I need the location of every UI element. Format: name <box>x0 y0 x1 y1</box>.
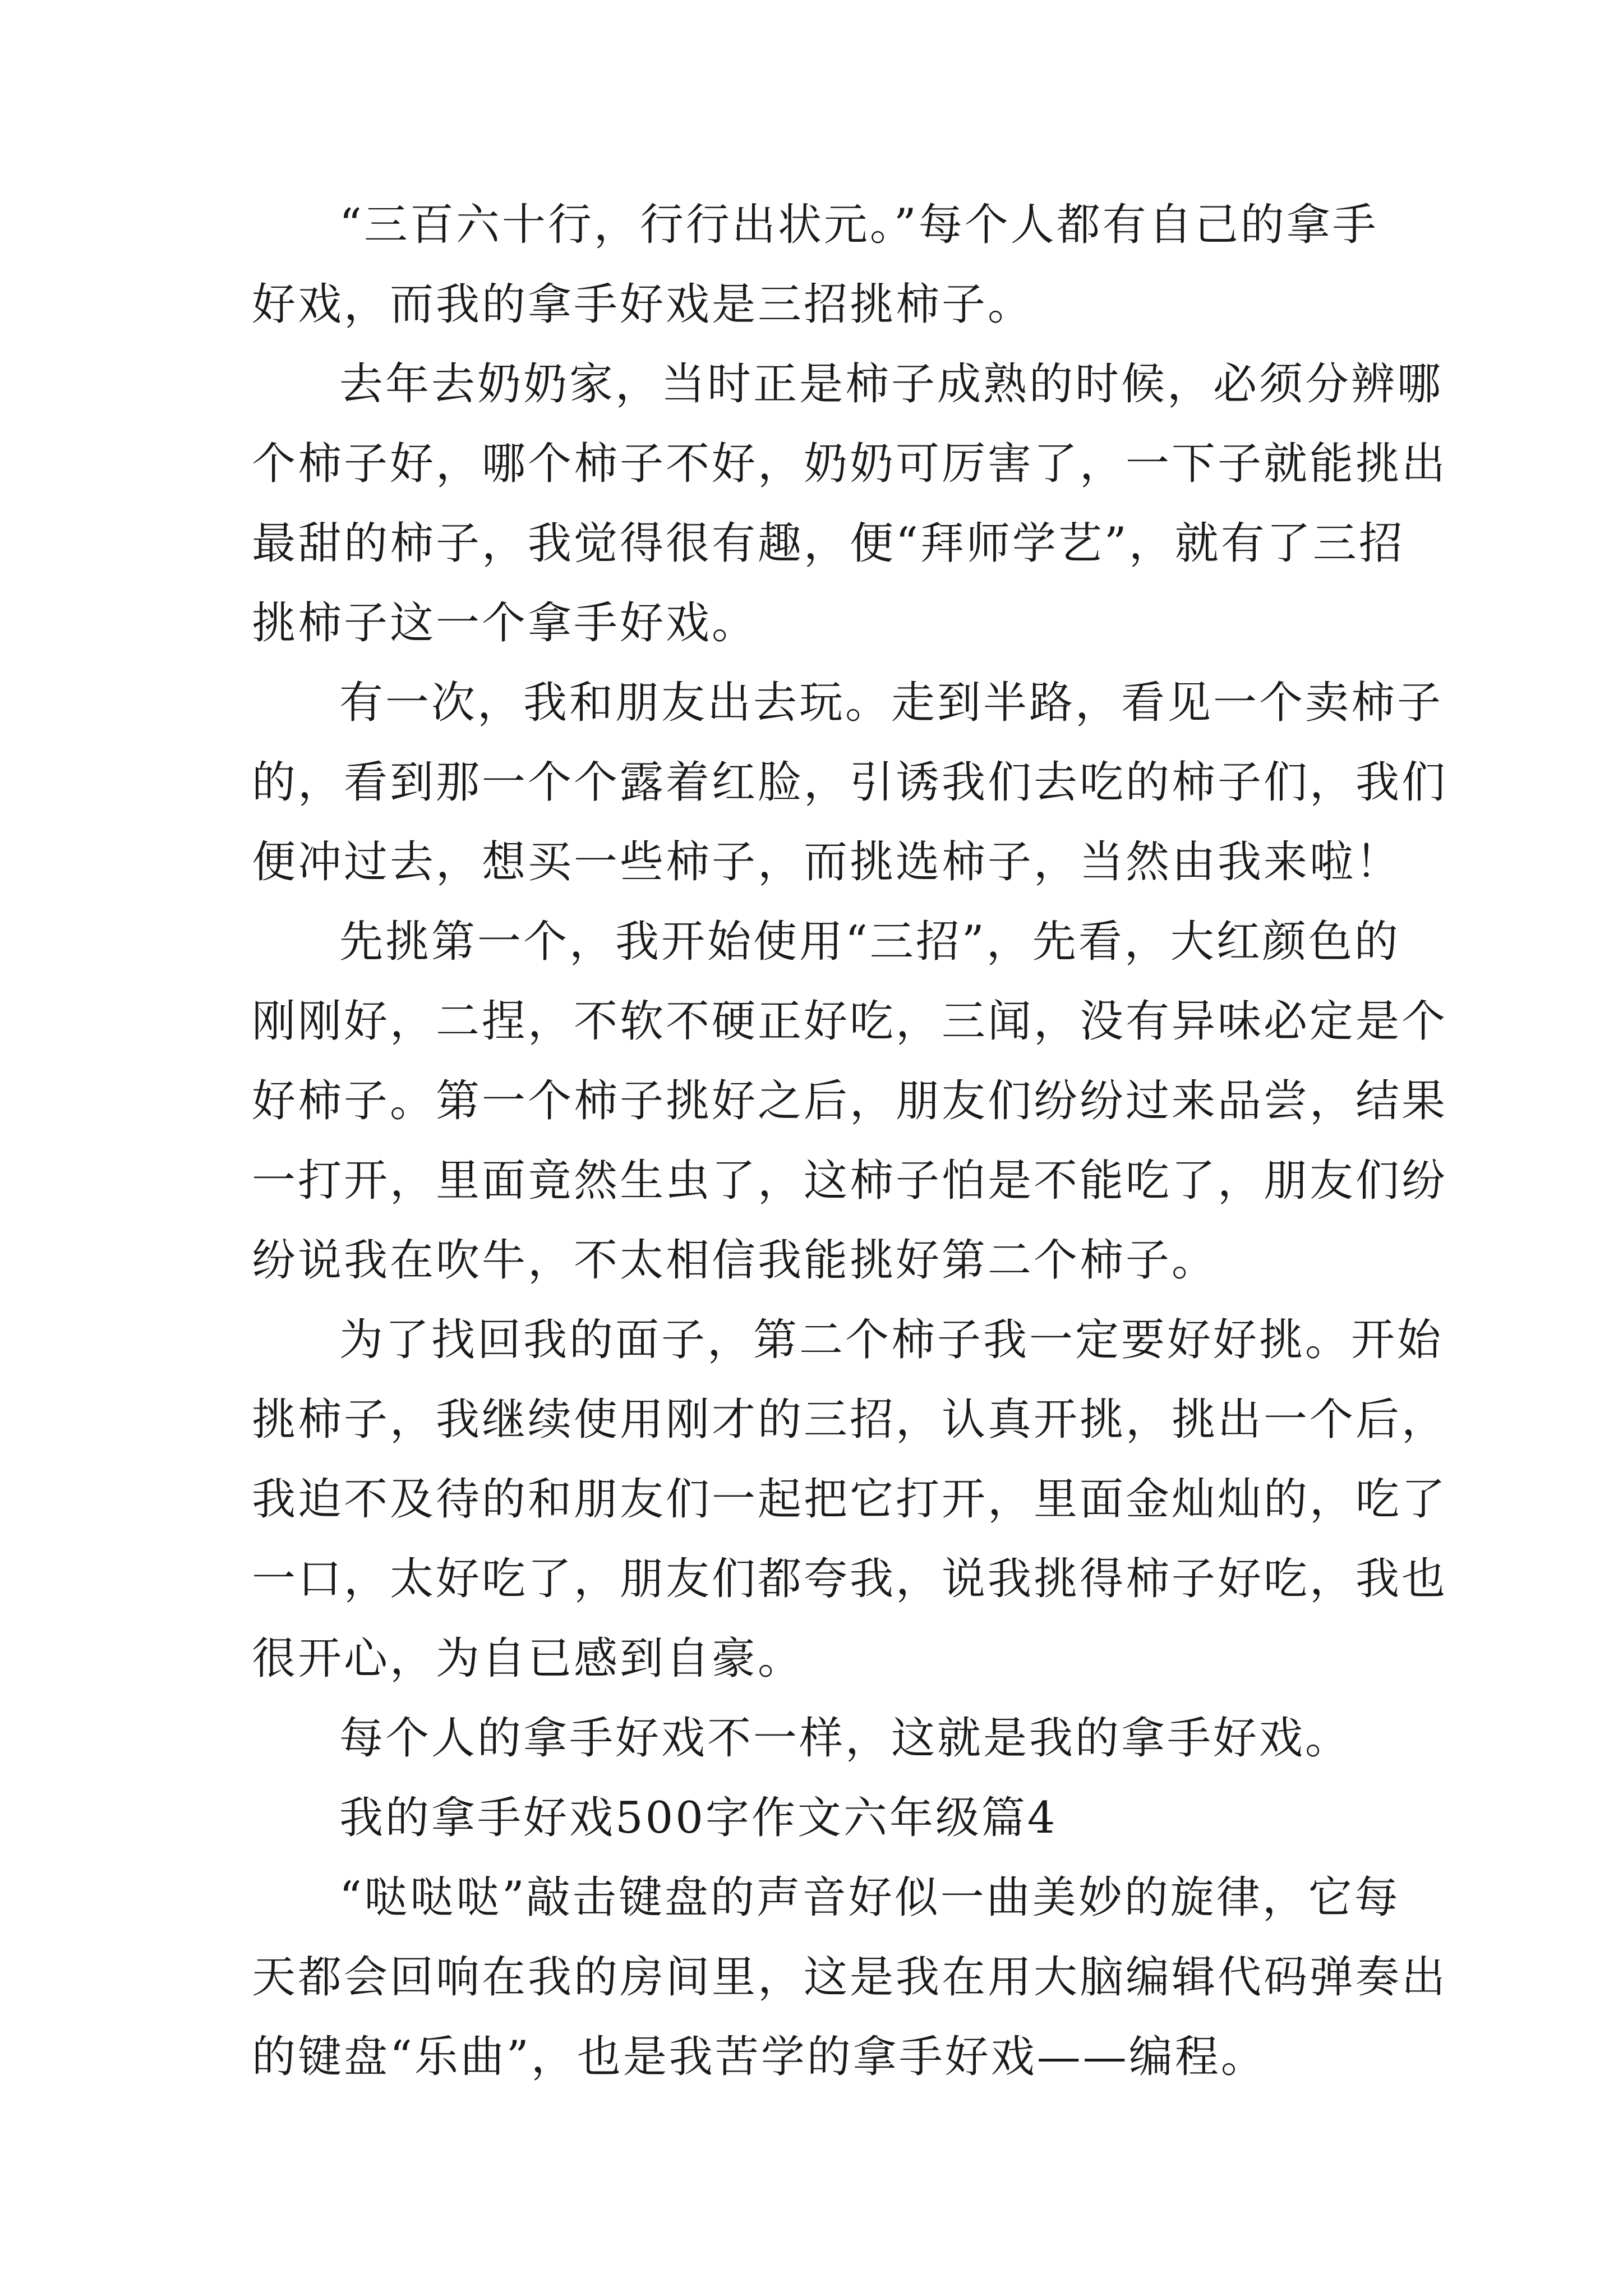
text-line: 去年去奶奶家，当时正是柿子成熟的时候，必须分辨哪 <box>339 359 1444 409</box>
text-line: 便冲过去，想买一些柿子，而挑选柿子，当然由我来啦！ <box>252 837 1402 887</box>
text-line: 个柿子好，哪个柿子不好，奶奶可厉害了，一下子就能挑出 <box>252 439 1448 489</box>
paragraph-6 <box>252 1699 1385 1778</box>
paragraph-4 <box>252 902 1448 1300</box>
text-line: 一口，太好吃了，朋友们都夸我，说我挑得柿子好吃，我也 <box>252 1554 1448 1604</box>
text-line: 先挑第一个，我开始使用“三招”，先看，大红颜色的 <box>339 917 1400 967</box>
text-line: 我迫不及待的和朋友们一起把它打开，里面金灿灿的，吃了 <box>252 1474 1448 1525</box>
text-line: 刚刚好，二捏，不软不硬正好吃，三闻，没有异味必定是个 <box>252 996 1448 1047</box>
text-line: 的，看到那一个个露着红脸，引诱我们去吃的柿子们，我们 <box>252 757 1448 808</box>
text-line: 好柿子。第一个柿子挑好之后，朋友们纷纷过来品尝，结果 <box>252 1076 1448 1126</box>
text-line: 最甜的柿子，我觉得很有趣，便“拜师学艺”，就有了三招 <box>252 518 1405 569</box>
text-line: 我的拿手好戏500字作文六年级篇4 <box>339 1793 1058 1843</box>
paragraph-7 <box>252 1858 1448 2097</box>
document-body <box>252 185 1448 2097</box>
text-line: 挑柿子，我继续使用刚才的三招，认真开挑，挑出一个后， <box>252 1395 1448 1445</box>
paragraph-5 <box>252 1300 1448 1699</box>
paragraph-2 <box>252 344 1448 663</box>
text-line: “三百六十行，行行出状元。”每个人都有自己的拿手 <box>339 200 1378 250</box>
text-line: 很开心，为自已感到自豪。 <box>252 1634 804 1684</box>
text-line: “哒哒哒”敲击键盘的声音好似一曲美妙的旋律，它每 <box>339 1872 1400 1923</box>
text-line: 天都会回响在我的房间里，这是我在用大脑编辑代码弹奏出 <box>252 1952 1448 2003</box>
text-line: 一打开，里面竟然生虫了，这柿子怕是不能吃了，朋友们纷 <box>252 1156 1448 1206</box>
text-line: 有一次，我和朋友出去玩。走到半路，看见一个卖柿子 <box>339 678 1444 728</box>
text-line: 纷说我在吹牛，不太相信我能挑好第二个柿子。 <box>252 1235 1218 1286</box>
text-line: 的键盘“乐曲”，也是我苦学的拿手好戏——编程。 <box>252 2032 1267 2082</box>
text-line: 挑柿子这一个拿手好戏。 <box>252 598 758 648</box>
paragraph-3 <box>252 663 1448 902</box>
paragraph-1 <box>252 185 1385 344</box>
text-line: 为了找回我的面子，第二个柿子我一定要好好挑。开始 <box>339 1315 1444 1365</box>
text-line: 好戏，而我的拿手好戏是三招挑柿子。 <box>252 279 1034 330</box>
section-heading <box>252 1778 1385 1858</box>
text-line: 每个人的拿手好戏不一样，这就是我的拿手好戏。 <box>339 1713 1352 1764</box>
